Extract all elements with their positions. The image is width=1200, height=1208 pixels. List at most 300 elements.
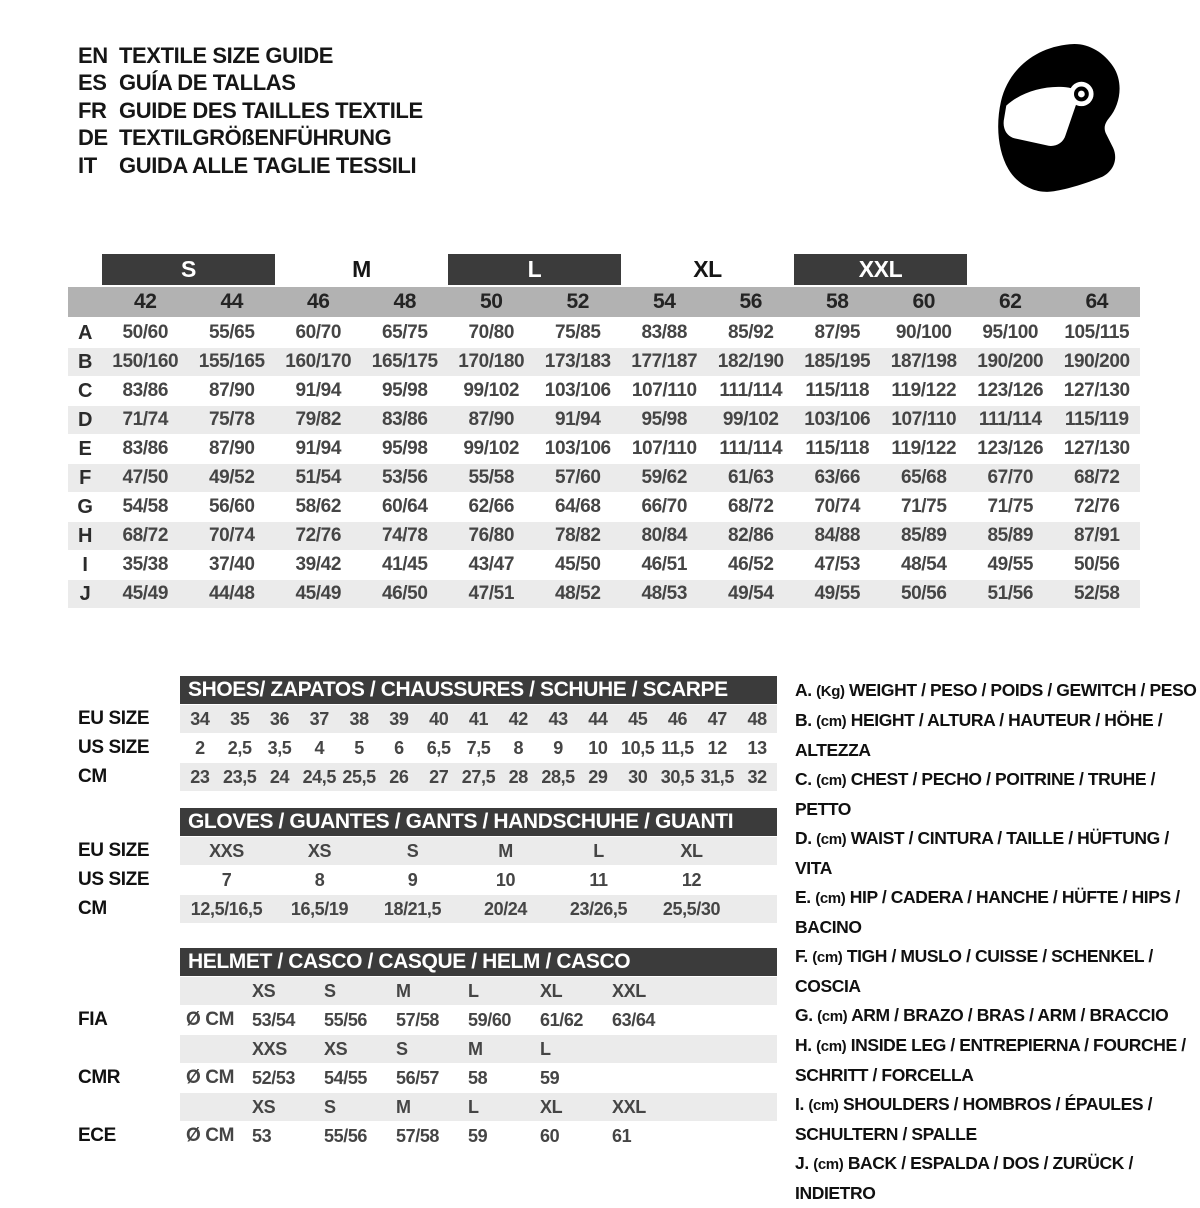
table-row — [68, 464, 1140, 492]
language-row — [78, 70, 423, 98]
size-value-cell: 8 — [314, 869, 325, 890]
size-value-cell: 41 — [468, 708, 489, 729]
gloves-section-title: GLOVES / GUANTES / GANTS / HANDSCHUHE / GUANTI — [180, 808, 777, 836]
size-value-cell: 87/95 — [814, 322, 861, 343]
legend-key: D. — [795, 828, 812, 848]
table-row — [68, 837, 777, 865]
legend-text: WEIGHT / PESO / POIDS / GEWITCH / PESO — [849, 680, 1197, 700]
size-value-cell: 29 — [588, 766, 608, 787]
size-value-cell: 85/89 — [987, 525, 1034, 546]
size-value-cell: 56/57 — [396, 1067, 440, 1088]
row-label: FIA — [78, 1009, 108, 1030]
diameter-cm-label: Ø CM — [186, 1067, 235, 1088]
letter-size-cell: S — [102, 254, 275, 285]
legend-key: J. — [795, 1153, 809, 1173]
size-value-cell: 95/98 — [381, 380, 428, 401]
letter-size-cell — [967, 254, 1054, 285]
size-value-cell: 47 — [707, 708, 727, 729]
size-value-cell: 75/78 — [208, 409, 255, 430]
size-value-cell: 63/64 — [612, 1009, 656, 1030]
size-value-cell: 165/175 — [371, 351, 438, 372]
letter-size-cell: M — [396, 1096, 411, 1117]
size-value-cell: 190/200 — [977, 351, 1044, 372]
table-row — [68, 522, 1140, 550]
size-value-cell: 39 — [389, 708, 409, 729]
size-value-cell: L — [593, 840, 604, 861]
size-value-cell: 7,5 — [466, 737, 491, 758]
size-value-cell: 57/58 — [396, 1009, 440, 1030]
size-value-cell: 35/38 — [122, 554, 169, 575]
size-value-cell: 34 — [190, 708, 210, 729]
letter-size-cell: L — [448, 254, 621, 285]
helmet-size-table — [68, 948, 777, 1151]
size-value-cell: 59 — [540, 1067, 560, 1088]
size-value-cell: 11 — [589, 869, 608, 890]
size-value-cell: 42 — [508, 708, 528, 729]
size-value-cell: 47/51 — [468, 583, 515, 604]
size-value-cell: 91/94 — [295, 438, 342, 459]
size-value-cell: 70/74 — [814, 496, 861, 517]
table-row — [68, 977, 777, 1005]
size-value-cell: 45/50 — [554, 554, 601, 575]
legend-text: WAIST / CINTURA / TAILLE / HÜFTUNG / VITA — [795, 828, 1169, 878]
size-value-cell: S — [406, 840, 419, 861]
size-value-cell: 9 — [553, 737, 563, 758]
size-value-cell: 25,5 — [342, 766, 376, 787]
helmet-table-body — [68, 977, 777, 1150]
size-value-cell: 58/62 — [295, 496, 342, 517]
size-value-cell: 119/122 — [891, 438, 957, 459]
size-value-cell: 55/56 — [324, 1009, 368, 1030]
shoes-table-body — [68, 705, 777, 791]
size-value-cell: 23/26,5 — [569, 898, 628, 919]
diameter-cm-label: Ø CM — [186, 1125, 235, 1146]
letter-size-cell: L — [540, 1038, 551, 1059]
size-value-cell: 48 — [747, 708, 767, 729]
table-row — [68, 377, 1140, 405]
size-value-cell: 55/56 — [324, 1125, 368, 1146]
legend-key: H. — [795, 1035, 812, 1055]
size-value-cell: 111/114 — [719, 380, 783, 401]
table-row — [68, 580, 1140, 608]
size-value-cell: 82/86 — [727, 525, 774, 546]
size-value-cell: 155/165 — [198, 351, 265, 372]
size-value-cell: 61/63 — [727, 467, 774, 488]
size-value-cell: 48/52 — [554, 583, 601, 604]
size-value-cell: 37/40 — [208, 554, 255, 575]
size-value-cell: 50/60 — [122, 322, 169, 343]
size-value-cell: 71/75 — [987, 496, 1034, 517]
legend-text: ARM / BRAZO / BRAS / ARM / BRACCIO — [851, 1005, 1169, 1025]
row-label: ECE — [78, 1125, 116, 1146]
size-value-cell: 85/89 — [900, 525, 947, 546]
size-value-cell: 72/76 — [1073, 496, 1120, 517]
size-value-cell: 90/100 — [895, 322, 952, 343]
language-row — [78, 125, 423, 153]
size-value-cell: 71/75 — [900, 496, 947, 517]
size-value-cell: 43/47 — [468, 554, 515, 575]
size-value-cell: 26 — [389, 766, 409, 787]
legend-item — [795, 824, 1197, 883]
language-row — [78, 42, 423, 70]
legend-key: B. — [795, 710, 812, 730]
size-value-cell: 71/74 — [122, 409, 169, 430]
size-value-cell: 123/126 — [977, 438, 1044, 459]
numeric-size-cell: 54 — [652, 290, 676, 313]
language-code: DE — [78, 125, 108, 151]
size-value-cell: 75/85 — [554, 322, 601, 343]
table-row — [68, 866, 777, 894]
size-value-cell: 43 — [548, 708, 568, 729]
numeric-size-cell: 46 — [306, 290, 330, 313]
size-value-cell: 28,5 — [541, 766, 575, 787]
size-value-cell: 83/86 — [122, 438, 169, 459]
letter-size-cell: L — [468, 980, 479, 1001]
numeric-size-cell: 50 — [479, 290, 503, 313]
row-label: J — [79, 582, 91, 605]
size-value-cell: 27 — [429, 766, 449, 787]
table-row — [68, 895, 777, 923]
legend-key: F. — [795, 946, 808, 966]
language-row — [78, 97, 423, 125]
row-label: D — [77, 408, 93, 431]
textile-size-table — [68, 254, 1140, 609]
letter-size-header-row — [68, 254, 1140, 285]
size-value-cell: 103/106 — [544, 380, 611, 401]
numeric-size-cell: 42 — [133, 290, 157, 313]
size-value-cell: 187/198 — [890, 351, 957, 372]
size-value-cell: 60/70 — [295, 322, 342, 343]
row-label: CM — [78, 766, 107, 787]
row-label: A — [77, 321, 93, 344]
size-value-cell: 53/54 — [252, 1009, 296, 1030]
diameter-cm-label: Ø CM — [186, 1009, 235, 1030]
size-value-cell: 115/118 — [805, 380, 870, 401]
legend-unit: (cm) — [815, 890, 846, 907]
legend-item — [795, 1149, 1197, 1208]
row-label: CMR — [78, 1067, 121, 1088]
size-value-cell: 87/90 — [208, 380, 255, 401]
size-value-cell: 53/56 — [381, 467, 428, 488]
size-value-cell: 127/130 — [1063, 438, 1130, 459]
size-value-cell: 2 — [195, 737, 205, 758]
size-value-cell: 67/70 — [987, 467, 1034, 488]
letter-size-cell: XXL — [794, 254, 967, 285]
size-value-cell: 53 — [252, 1125, 272, 1146]
size-value-cell: 44/48 — [208, 583, 255, 604]
size-value-cell: 150/160 — [112, 351, 179, 372]
size-value-cell: 115/119 — [1064, 409, 1129, 430]
language-code: EN — [78, 42, 108, 68]
size-value-cell: 55/65 — [208, 322, 255, 343]
size-value-cell: 28 — [508, 766, 528, 787]
table-row — [68, 1035, 777, 1063]
letter-size-cell: XS — [324, 1038, 348, 1059]
letter-size-cell: M — [468, 1038, 483, 1059]
legend-item — [795, 1090, 1197, 1149]
size-value-cell: 45/49 — [122, 583, 169, 604]
size-value-cell: 51/54 — [295, 467, 342, 488]
size-value-cell: 95/98 — [381, 438, 428, 459]
size-value-cell: 49/55 — [814, 583, 861, 604]
legend-text: INSIDE LEG / ENTREPIERNA / FOURCHE / SCHRITT / FORCELLA — [795, 1035, 1186, 1085]
shoes-size-table — [68, 676, 777, 792]
numeric-size-cell: 48 — [393, 290, 417, 313]
shoes-section-title: SHOES/ ZAPATOS / CHAUSSURES / SCHUHE / SCARPE — [180, 676, 777, 704]
letter-size-cell: L — [468, 1096, 479, 1117]
size-value-cell: 61/62 — [540, 1009, 584, 1030]
table-row — [68, 493, 1140, 521]
size-value-cell: 10 — [588, 737, 608, 758]
row-label: F — [79, 466, 91, 489]
size-value-cell: 111/114 — [978, 409, 1042, 430]
size-value-cell: 50/56 — [900, 583, 947, 604]
size-value-cell: 59 — [468, 1125, 488, 1146]
legend-item — [795, 706, 1197, 765]
size-value-cell: 12 — [681, 869, 702, 890]
size-value-cell: 48/53 — [641, 583, 688, 604]
size-value-cell: XXS — [209, 840, 244, 861]
letter-size-cell: M — [396, 980, 411, 1001]
size-value-cell: 60/64 — [381, 496, 428, 517]
size-value-cell: 7 — [221, 869, 232, 890]
letter-size-cell: S — [324, 1096, 336, 1117]
letter-size-cell: S — [396, 1038, 408, 1059]
size-value-cell: 47/53 — [814, 554, 861, 575]
size-value-cell: 3,5 — [267, 737, 292, 758]
size-value-cell: 95/100 — [982, 322, 1039, 343]
size-value-cell: XL — [680, 840, 703, 861]
measurement-legend — [795, 676, 1197, 1208]
row-label: B — [77, 350, 93, 373]
legend-unit: (cm) — [812, 949, 843, 966]
letter-size-cell: XS — [252, 1096, 276, 1117]
size-value-cell: 2,5 — [227, 737, 252, 758]
language-row — [78, 152, 423, 180]
table-row — [68, 406, 1140, 434]
size-value-cell: 83/86 — [381, 409, 428, 430]
size-value-cell: 119/122 — [891, 380, 957, 401]
size-value-cell: 36 — [269, 708, 290, 729]
language-code: IT — [78, 152, 97, 178]
numeric-size-cell: 64 — [1085, 290, 1109, 313]
letter-size-cell: XXL — [612, 980, 646, 1001]
legend-unit: (cm) — [817, 1008, 848, 1025]
size-value-cell: 37 — [309, 708, 329, 729]
size-value-cell: 107/110 — [631, 380, 697, 401]
size-value-cell: 23,5 — [222, 766, 257, 787]
legend-text: HIP / CADERA / HANCHE / HÜFTE / HIPS / BACINO — [795, 887, 1180, 937]
size-value-cell: 45 — [628, 708, 648, 729]
table-row — [68, 1093, 777, 1121]
size-value-cell: 11,5 — [661, 737, 694, 758]
numeric-size-cell: 62 — [998, 290, 1022, 313]
size-value-cell: 65/68 — [900, 467, 947, 488]
letter-size-cell: XL — [540, 980, 563, 1001]
size-value-cell: 62/66 — [468, 496, 515, 517]
table-row — [68, 1064, 777, 1092]
size-value-cell: 70/74 — [208, 525, 255, 546]
legend-key: C. — [795, 769, 812, 789]
size-value-cell: 87/91 — [1073, 525, 1120, 546]
table-row — [68, 705, 777, 733]
table-row — [68, 435, 1140, 463]
table-row — [68, 1006, 777, 1034]
size-value-cell: 61 — [612, 1125, 632, 1146]
size-value-cell: 66/70 — [641, 496, 688, 517]
helmet-icon — [982, 40, 1130, 204]
legend-item — [795, 765, 1197, 824]
size-value-cell: 83/86 — [122, 380, 169, 401]
table-row — [68, 319, 1140, 347]
size-value-cell: 54/58 — [122, 496, 169, 517]
size-value-cell: 55/58 — [468, 467, 515, 488]
size-value-cell: 91/94 — [554, 409, 601, 430]
size-value-cell: 190/200 — [1063, 351, 1130, 372]
size-value-cell: 58 — [468, 1067, 488, 1088]
size-value-cell: 10,5 — [620, 737, 655, 758]
size-value-cell: 123/126 — [977, 380, 1044, 401]
size-value-cell: 56/60 — [208, 496, 255, 517]
letter-size-cell: XL — [540, 1096, 563, 1117]
numeric-size-cell: 44 — [220, 290, 244, 313]
size-value-cell: 59/62 — [641, 467, 688, 488]
row-label: US SIZE — [78, 869, 150, 890]
size-value-cell: 65/75 — [381, 322, 428, 343]
size-value-cell: 31,5 — [700, 766, 734, 787]
legend-key: A. — [795, 680, 812, 700]
table-row — [68, 551, 1140, 579]
row-label: I — [82, 553, 88, 576]
size-value-cell: 51/56 — [987, 583, 1034, 604]
numeric-size-cell: 56 — [739, 290, 763, 313]
size-value-cell: 80/84 — [641, 525, 688, 546]
size-value-cell: 68/72 — [1073, 467, 1120, 488]
size-value-cell: 48/54 — [900, 554, 947, 575]
legend-item — [795, 942, 1197, 1001]
size-value-cell: 46/52 — [727, 554, 774, 575]
size-value-cell: 63/66 — [814, 467, 861, 488]
numeric-size-cell: 58 — [825, 290, 849, 313]
textile-size-table-body — [68, 319, 1140, 608]
size-value-cell: 103/106 — [804, 409, 871, 430]
size-value-cell: 52/53 — [252, 1067, 296, 1088]
size-value-cell: 87/90 — [208, 438, 255, 459]
table-row — [68, 1122, 777, 1150]
size-value-cell: 39/42 — [295, 554, 342, 575]
size-value-cell: 23 — [190, 766, 210, 787]
numeric-size-header-row — [68, 287, 1140, 317]
legend-item — [795, 883, 1197, 942]
size-value-cell: 99/102 — [463, 380, 520, 401]
letter-size-cell: XXS — [252, 1038, 287, 1059]
legend-key: E. — [795, 887, 811, 907]
size-value-cell: 46/51 — [641, 554, 688, 575]
helmet-section-title: HELMET / CASCO / CASQUE / HELM / CASCO — [180, 948, 777, 976]
language-title: GUIDE DES TAILLES TEXTILE — [119, 97, 423, 123]
size-value-cell: 6 — [394, 737, 404, 758]
size-value-cell: 127/130 — [1063, 380, 1130, 401]
size-value-cell: 20/24 — [483, 898, 528, 919]
row-label: US SIZE — [78, 737, 150, 758]
gloves-table-body — [68, 837, 777, 923]
size-value-cell: 95/98 — [641, 409, 688, 430]
size-value-cell: 103/106 — [544, 438, 611, 459]
size-value-cell: 107/110 — [891, 409, 957, 430]
size-value-cell: XS — [307, 840, 332, 861]
size-value-cell: 177/187 — [631, 351, 698, 372]
size-value-cell: 49/55 — [987, 554, 1034, 575]
size-value-cell: 45/49 — [295, 583, 342, 604]
letter-size-cell: XXL — [612, 1096, 646, 1117]
size-value-cell: 115/118 — [805, 438, 870, 459]
size-value-cell: 12 — [707, 737, 727, 758]
size-value-cell: 70/80 — [468, 322, 515, 343]
size-value-cell: 111/114 — [719, 438, 783, 459]
legend-key: I. — [795, 1094, 804, 1114]
letter-size-cell: XL — [693, 256, 722, 282]
table-row — [68, 763, 777, 791]
language-title: GUÍA DE TALLAS — [119, 70, 296, 96]
size-value-cell: 173/183 — [544, 351, 611, 372]
size-value-cell: 35 — [230, 708, 250, 729]
size-value-cell: 68/72 — [727, 496, 774, 517]
size-value-cell: 49/52 — [208, 467, 255, 488]
corner-cell — [68, 287, 102, 317]
size-value-cell: 27,5 — [461, 766, 496, 787]
size-value-cell: 9 — [407, 869, 418, 890]
numeric-size-cell: 60 — [912, 290, 936, 313]
legend-unit: (cm) — [808, 1097, 839, 1114]
row-label: G — [77, 495, 93, 518]
numeric-size-cell: 52 — [566, 290, 590, 313]
size-value-cell: 49/54 — [727, 583, 774, 604]
legend-item — [795, 1031, 1197, 1090]
letter-size-cell — [68, 254, 102, 285]
size-value-cell: 46/50 — [381, 583, 428, 604]
size-value-cell: 10 — [495, 869, 516, 890]
size-value-cell: 44 — [588, 708, 608, 729]
size-value-cell: 59/60 — [468, 1009, 512, 1030]
size-value-cell: 99/102 — [722, 409, 779, 430]
size-value-cell: 85/92 — [727, 322, 774, 343]
size-value-cell: 74/78 — [381, 525, 428, 546]
row-label: EU SIZE — [78, 840, 150, 861]
size-value-cell: 13 — [747, 737, 767, 758]
language-title: TEXTILE SIZE GUIDE — [119, 42, 334, 68]
size-value-cell: M — [498, 840, 513, 861]
row-label: E — [78, 437, 92, 460]
size-value-cell: 105/115 — [1064, 322, 1130, 343]
size-value-cell: 72/76 — [295, 525, 342, 546]
table-row — [68, 734, 777, 762]
size-value-cell: 107/110 — [631, 438, 697, 459]
size-value-cell: 185/195 — [804, 351, 871, 372]
size-value-cell: 30,5 — [660, 766, 695, 787]
size-value-cell: 40 — [429, 708, 449, 729]
size-value-cell: 64/68 — [554, 496, 601, 517]
size-value-cell: 12,5/16,5 — [190, 898, 263, 919]
size-value-cell: 38 — [349, 708, 369, 729]
language-title-list — [78, 42, 423, 180]
size-value-cell: 99/102 — [463, 438, 520, 459]
size-value-cell: 5 — [354, 737, 364, 758]
size-value-cell: 8 — [513, 737, 524, 758]
size-value-cell: 24,5 — [302, 766, 336, 787]
letter-size-cell: M — [352, 256, 371, 282]
size-value-cell: 18/21,5 — [383, 898, 442, 919]
language-title: GUIDA ALLE TAGLIE TESSILI — [119, 152, 417, 178]
